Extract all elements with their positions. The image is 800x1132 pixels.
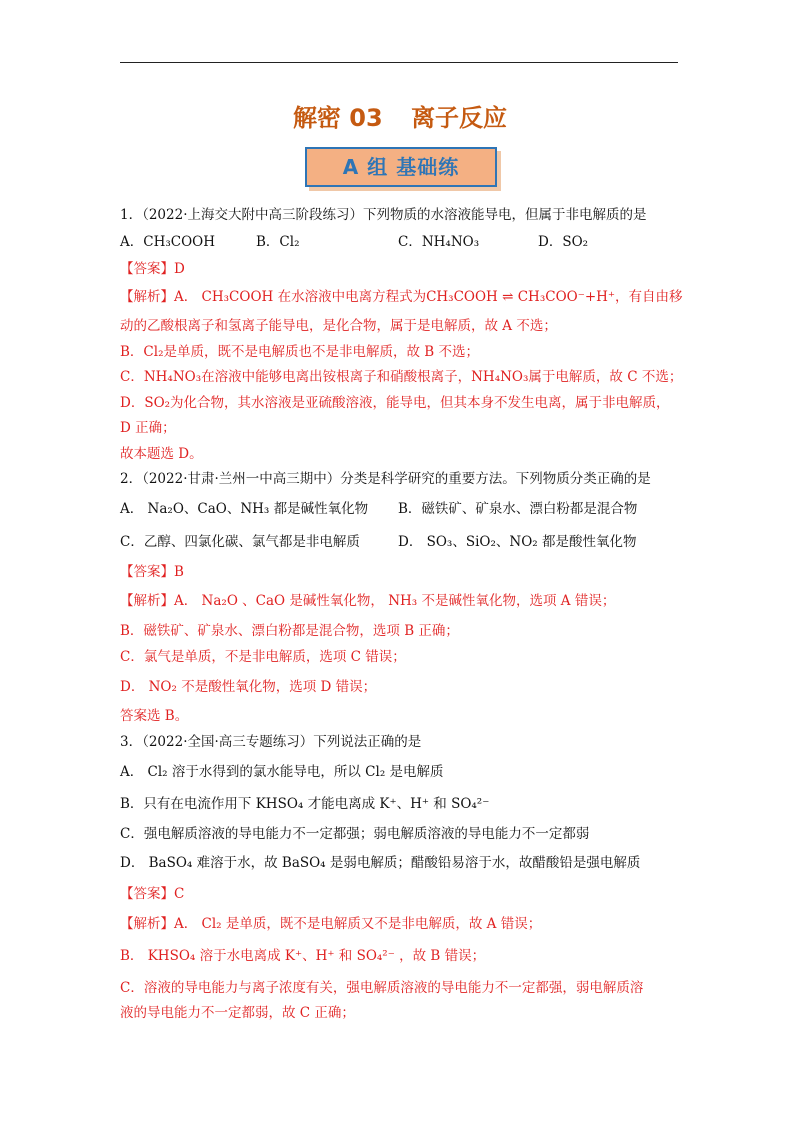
q1-analysis-line: 【解析】A． CH₃COOH 在水溶液中电离方程式为CH₃COOH ⇌ CH₃COO⁻+H⁺，有自由移 bbox=[120, 289, 683, 305]
q2-option-c: C．乙醇、四氯化碳、氯气都是非电解质 bbox=[120, 534, 360, 550]
group-badge: A 组 基础练 bbox=[305, 147, 497, 187]
q2-analysis-line: 【解析】A． Na₂O 、CaO 是碱性氧化物， NH₃ 不是碱性氧化物，选项 A 错误； bbox=[120, 593, 616, 609]
q3-option-b: B．只有在电流作用下 KHSO₄ 才能电离成 K⁺、H⁺ 和 SO₄²⁻ bbox=[120, 796, 490, 812]
q1-conclusion: 故本题选 D。 bbox=[120, 446, 203, 462]
q1-option-a: A．CH₃COOH bbox=[120, 234, 216, 250]
q1-option-c: C．NH₄NO₃ bbox=[398, 234, 480, 250]
q2-stem: 2．（2022·甘肃·兰州一中高三期中）分类是科学研究的重要方法。下列物质分类正确的是 bbox=[120, 471, 651, 487]
q1-analysis-line: D．SO₂为化合物，其水溶液是亚硫酸溶液，能导电，但其本身不发生电离，属于非电解质， bbox=[120, 395, 670, 411]
q2-analysis-line: B．磁铁矿、矿泉水、漂白粉都是混合物，选项 B 正确； bbox=[120, 623, 459, 639]
q2-option-b: B．磁铁矿、矿泉水、漂白粉都是混合物 bbox=[398, 501, 638, 517]
q2-option-d: D． SO₃、SiO₂、NO₂ 都是酸性氧化物 bbox=[398, 534, 637, 550]
q3-answer: 【答案】C bbox=[120, 886, 185, 902]
q2-analysis-line: D． NO₂ 不是酸性氧化物，选项 D 错误； bbox=[120, 679, 377, 695]
q3-stem: 3．（2022·全国·高三专题练习）下列说法正确的是 bbox=[120, 734, 422, 750]
q3-option-c: C．强电解质溶液的导电能力不一定都强；弱电解质溶液的导电能力不一定都弱 bbox=[120, 826, 590, 842]
title-topic: 离子反应 bbox=[411, 104, 508, 132]
q1-analysis-line: B．Cl₂是单质，既不是电解质也不是非电解质，故 B 不选； bbox=[120, 344, 479, 360]
q2-conclusion: 答案选 B。 bbox=[120, 708, 189, 724]
q3-analysis-line: B． KHSO₄ 溶于水电离成 K⁺、H⁺ 和 SO₄²⁻ ，故 B 错误； bbox=[120, 948, 486, 964]
q1-analysis-line: C．NH₄NO₃在溶液中能够电离出铵根离子和硝酸根离子，NH₄NO₃属于电解质，故 C 不选； bbox=[120, 369, 683, 385]
q1-analysis-line: D 正确； bbox=[120, 420, 176, 436]
q2-option-a: A． Na₂O、CaO、NH₃ 都是碱性氧化物 bbox=[120, 501, 369, 517]
q1-option-d: D．SO₂ bbox=[538, 234, 589, 250]
q3-analysis-line: 液的导电能力不一定都弱，故 C 正确； bbox=[120, 1005, 355, 1021]
header-rule bbox=[120, 62, 678, 63]
q3-option-d: D． BaSO₄ 难溶于水，故 BaSO₄ 是弱电解质；醋酸铅易溶于水，故醋酸铅是强电解质 bbox=[120, 855, 641, 871]
q1-stem: 1．（2022·上海交大附中高三阶段练习）下列物质的水溶液能导电，但属于非电解质的是 bbox=[120, 207, 647, 223]
q1-answer: 【答案】D bbox=[120, 261, 185, 277]
q3-analysis-line: C．溶液的导电能力与离子浓度有关，强电解质溶液的导电能力不一定都强，弱电解质溶 bbox=[120, 980, 644, 996]
q3-analysis-line: 【解析】A． Cl₂ 是单质，既不是电解质又不是非电解质，故 A 错误； bbox=[120, 916, 542, 932]
title-code: 解密 03 bbox=[292, 104, 383, 132]
q3-option-a: A． Cl₂ 溶于水得到的氯水能导电，所以 Cl₂ 是电解质 bbox=[120, 764, 444, 780]
page-title bbox=[0, 98, 800, 133]
q1-option-b: B．Cl₂ bbox=[256, 234, 300, 250]
q2-analysis-line: C．氯气是单质，不是非电解质，选项 C 错误； bbox=[120, 649, 406, 665]
q1-analysis-line: 动的乙酸根离子和氢离子能导电，是化合物，属于是电解质，故 A 不选； bbox=[120, 318, 557, 334]
q2-answer: 【答案】B bbox=[120, 564, 184, 580]
